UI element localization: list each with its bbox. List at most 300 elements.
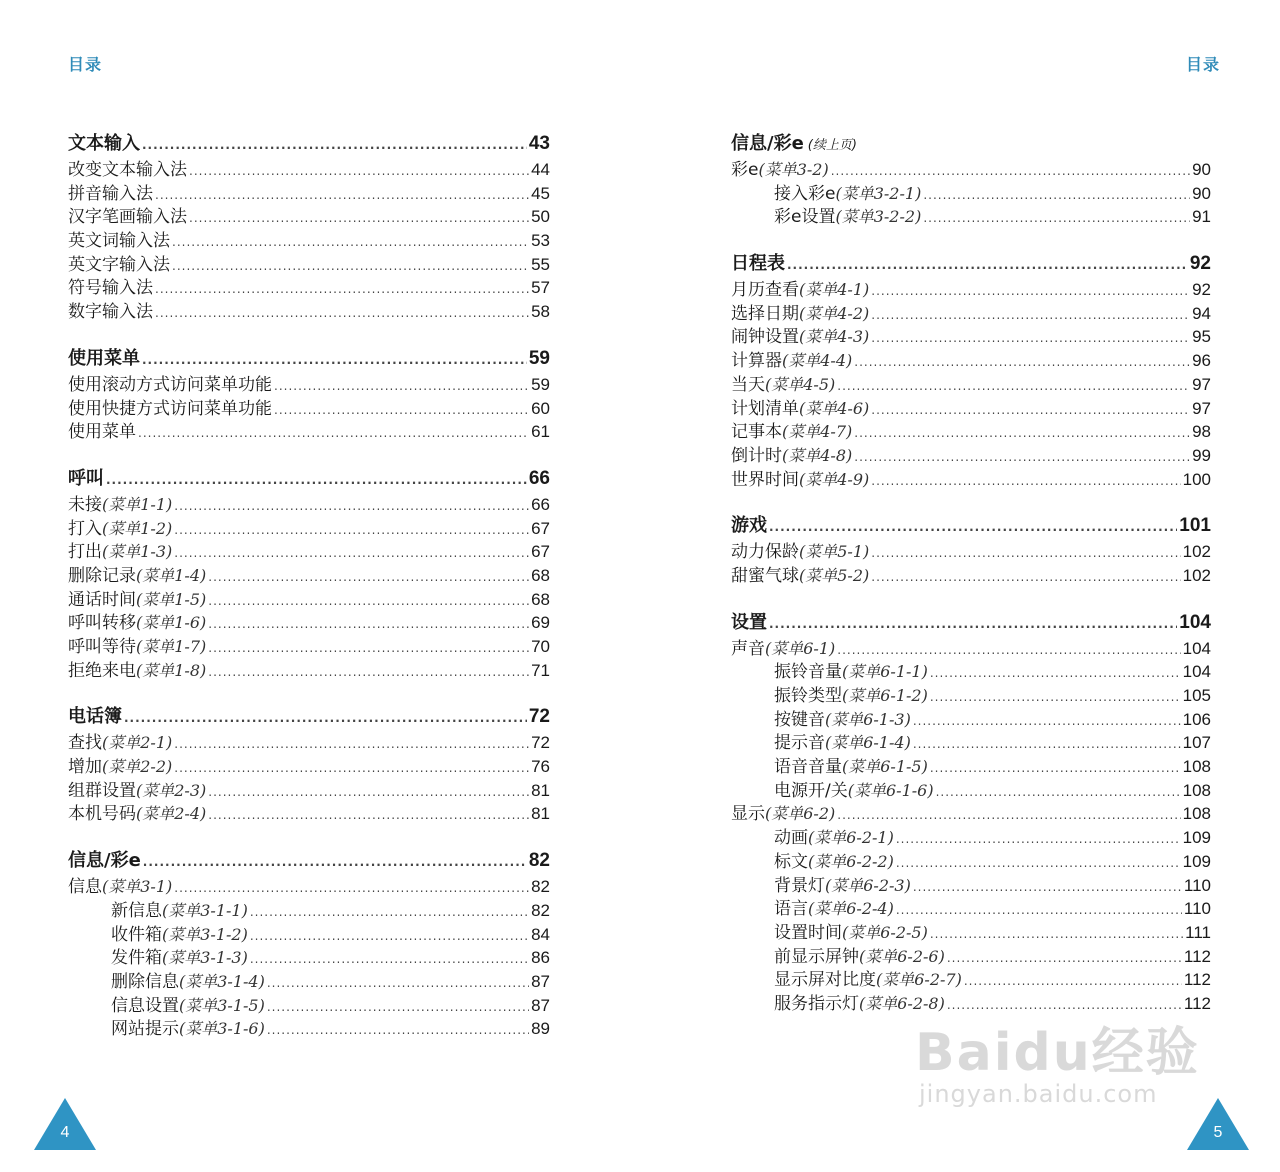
section-page-number: 59 (528, 347, 550, 369)
entry-title: 信息 (68, 877, 102, 898)
dot-leader (250, 948, 529, 972)
dot-leader (837, 639, 1180, 663)
entry-page-number: 67 (531, 542, 550, 562)
entry-page-number: 69 (531, 613, 550, 633)
toc-entry (731, 373, 1211, 397)
continued-note: (续上页) (807, 138, 857, 153)
toc-section (731, 512, 1211, 587)
toc-section (731, 609, 1211, 1016)
toc-entry (68, 373, 550, 397)
entry-page-number: 106 (1182, 709, 1211, 729)
entry-menu-ref: (菜单1-3) (102, 542, 173, 562)
entry-title: 接入彩e (774, 183, 836, 204)
toc-entry (731, 278, 1211, 302)
toc-entry (68, 253, 550, 277)
entry-menu-ref: (菜单6-1-3) (825, 709, 911, 729)
dot-leader (174, 542, 529, 566)
dot-leader (854, 351, 1190, 375)
entry-page-number: 97 (1192, 398, 1211, 418)
dot-leader (930, 757, 1181, 781)
entry-title: 计划清单 (731, 398, 799, 419)
entry-page-number: 50 (531, 207, 550, 227)
entry-title: 背景灯 (774, 875, 825, 896)
dot-leader (208, 804, 529, 828)
entry-page-number: 96 (1192, 351, 1211, 371)
dot-leader (208, 781, 529, 805)
entry-title: 显示 (731, 804, 765, 825)
section-title: 信息/彩e (68, 850, 141, 872)
toc-entry (68, 611, 550, 635)
entry-menu-ref: (菜单3-1-5) (179, 995, 265, 1015)
entry-menu-ref: (菜单3-2-1) (835, 183, 922, 203)
dot-leader (267, 972, 529, 996)
toc-entry (731, 708, 1211, 732)
section-page-number: 104 (1179, 611, 1211, 633)
table-of-contents (68, 130, 550, 1062)
entry-menu-ref: (菜单6-2-2) (808, 851, 894, 871)
dot-leader (871, 327, 1190, 351)
dot-leader (142, 131, 527, 159)
entry-page-number: 82 (531, 900, 550, 920)
toc-entry (731, 660, 1211, 684)
dot-leader (267, 1019, 529, 1043)
watermark-brand: Baidu经验 (915, 1023, 1200, 1083)
entry-menu-ref: (菜单3-1-3) (162, 948, 248, 968)
toc-section-continued (731, 130, 1211, 229)
dot-leader (871, 280, 1190, 304)
section-title: 信息/彩e (731, 133, 804, 154)
entry-menu-ref: (菜单6-2-7) (876, 970, 962, 990)
entry-title: 符号输入法 (68, 278, 153, 299)
dot-leader (143, 848, 527, 876)
entry-page-number: 95 (1192, 327, 1211, 347)
entry-title: 记事本 (731, 422, 782, 443)
toc-entry (731, 205, 1211, 229)
entry-page-number: 53 (531, 231, 550, 251)
toc-entry (68, 875, 550, 899)
entry-page-number: 109 (1182, 851, 1211, 871)
entry-title: 月历查看 (731, 280, 799, 301)
page-number: 5 (1213, 1124, 1223, 1141)
entry-page-number: 76 (531, 757, 550, 777)
toc-section (68, 130, 550, 324)
entry-title: 选择日期 (731, 303, 799, 324)
dot-leader (267, 996, 529, 1020)
dot-leader (923, 184, 1190, 208)
toc-entry (731, 302, 1211, 326)
entry-menu-ref: (菜单6-2-3) (825, 875, 911, 895)
entry-title: 电源开/关 (774, 780, 848, 801)
entry-title: 删除信息 (111, 971, 179, 992)
entry-menu-ref: (菜单1-1) (102, 494, 173, 514)
entry-menu-ref: (菜单3-2) (758, 160, 829, 179)
entry-menu-ref: (菜单1-2) (102, 518, 173, 538)
dot-leader (854, 446, 1190, 470)
entry-title: 数字输入法 (68, 302, 153, 323)
entry-title: 信息设置 (111, 995, 179, 1016)
entry-menu-ref: (菜单6-2-4) (808, 899, 894, 919)
dot-leader (124, 704, 527, 732)
section-page-number: 72 (528, 706, 550, 728)
dot-leader (923, 207, 1190, 231)
toc-entry (68, 564, 550, 588)
entry-menu-ref: (菜单1-7) (136, 637, 207, 656)
dot-leader (936, 781, 1181, 805)
entry-menu-ref: (菜单5-2) (799, 565, 870, 585)
toc-entry (731, 540, 1211, 564)
page-header: 目录 (1186, 55, 1221, 74)
entry-page-number: 87 (531, 995, 550, 1015)
entry-title: 彩e设置 (774, 207, 836, 228)
entry-title: 改变文本输入法 (68, 160, 187, 180)
toc-entry (68, 182, 550, 206)
dot-leader (174, 733, 529, 757)
entry-title: 收件箱 (111, 924, 162, 945)
dot-leader (189, 207, 529, 231)
toc-section (68, 465, 550, 683)
entry-menu-ref: (菜单3-1-2) (162, 924, 248, 944)
dot-leader (913, 733, 1181, 757)
toc-entry (731, 182, 1211, 206)
entry-page-number: 112 (1183, 993, 1211, 1013)
toc-section (68, 345, 550, 444)
toc-entry (731, 850, 1211, 874)
watermark-url: jingyan.baidu.com (919, 1080, 1158, 1108)
entry-page-number: 110 (1183, 899, 1211, 919)
toc-entry (68, 540, 550, 564)
dot-leader (138, 422, 529, 446)
toc-entry (68, 1017, 550, 1041)
entry-title: 增加 (68, 757, 102, 778)
page-number: 4 (60, 1124, 70, 1141)
entry-menu-ref: (菜单6-2-6) (859, 946, 945, 966)
dot-leader (871, 304, 1190, 328)
entry-menu-ref: (菜单2-4) (136, 804, 207, 824)
entry-title: 振铃类型 (774, 686, 842, 706)
dot-leader (769, 610, 1177, 638)
section-title: 日程表 (731, 253, 785, 275)
entry-title: 倒计时 (731, 445, 782, 466)
entry-menu-ref: (菜单6-1) (765, 638, 836, 658)
toc-entry (731, 684, 1211, 708)
dot-leader (208, 566, 529, 590)
entry-menu-ref: (菜单4-6) (799, 398, 870, 418)
entry-page-number: 97 (1192, 374, 1211, 394)
entry-page-number: 102 (1182, 565, 1211, 585)
toc-entry (731, 945, 1211, 969)
toc-section (68, 703, 550, 826)
toc-entry (731, 349, 1211, 373)
entry-title: 标文 (774, 851, 808, 872)
toc-entry (731, 874, 1211, 898)
dot-leader (155, 278, 529, 302)
toc-entry (68, 300, 550, 324)
dot-leader (854, 422, 1190, 446)
toc-section-heading (731, 512, 1211, 540)
dot-leader (787, 251, 1188, 279)
toc-entry (68, 229, 550, 253)
entry-title: 网站提示 (111, 1019, 179, 1040)
entry-page-number: 70 (531, 637, 550, 656)
section-page-number: 101 (1179, 515, 1211, 537)
toc-entry (68, 588, 550, 612)
entry-title: 呼叫等待 (68, 637, 136, 657)
dot-leader (831, 160, 1190, 184)
entry-page-number: 107 (1182, 733, 1211, 753)
entry-page-number: 67 (531, 518, 550, 538)
entry-menu-ref: (菜单6-2-1) (808, 828, 894, 848)
entry-page-number: 99 (1192, 445, 1211, 465)
entry-page-number: 81 (531, 780, 550, 800)
entry-title: 打入 (68, 518, 102, 539)
entry-page-number: 110 (1183, 875, 1211, 895)
dot-leader (274, 399, 529, 423)
entry-page-number: 57 (531, 278, 550, 298)
entry-page-number: 72 (531, 733, 550, 753)
entry-page-number: 92 (1192, 280, 1211, 300)
dot-leader (208, 613, 529, 637)
entry-title: 拒绝来电 (68, 660, 136, 681)
entry-menu-ref: (菜单4-9) (799, 469, 870, 489)
entry-page-number: 89 (531, 1019, 550, 1039)
entry-title: 打出 (68, 542, 102, 563)
toc-entry (731, 564, 1211, 588)
entry-title: 通话时间 (68, 589, 136, 610)
entry-menu-ref: (菜单6-1-2) (842, 686, 928, 705)
entry-title: 未接 (68, 494, 102, 515)
baidu-watermark (905, 990, 1205, 1120)
toc-section-heading (68, 847, 550, 875)
toc-entry (68, 923, 550, 947)
entry-title: 振铃音量 (774, 662, 842, 683)
entry-title: 本机号码 (68, 804, 136, 825)
entry-title: 显示屏对比度 (774, 970, 876, 991)
entry-title: 闹钟设置 (731, 327, 799, 348)
entry-menu-ref: (菜单3-1-1) (162, 900, 248, 920)
toc-entry (68, 731, 550, 755)
section-title: 呼叫 (68, 467, 104, 489)
dot-leader (930, 662, 1181, 686)
entry-title: 彩e (731, 160, 759, 180)
toc-section-heading (68, 465, 550, 493)
toc-entry (68, 899, 550, 923)
toc-entry (731, 921, 1211, 945)
toc-section-heading (731, 130, 1211, 158)
toc-entry (68, 397, 550, 421)
toc-entry (731, 637, 1211, 661)
entry-page-number: 94 (1192, 303, 1211, 323)
section-title: 文本输入 (68, 133, 140, 154)
dot-leader (155, 302, 529, 326)
toc-entry (731, 779, 1211, 803)
dot-leader (896, 852, 1181, 876)
toc-entry (731, 420, 1211, 444)
entry-title: 动画 (774, 828, 808, 849)
entry-menu-ref: (菜单6-2-8) (859, 993, 945, 1013)
toc-entry (68, 517, 550, 541)
entry-menu-ref: (菜单4-8) (782, 445, 853, 465)
entry-page-number: 66 (531, 494, 550, 514)
entry-title: 按键音 (774, 709, 825, 730)
entry-menu-ref: (菜单1-8) (136, 660, 207, 680)
toc-entry (731, 158, 1211, 182)
dot-leader (250, 925, 529, 949)
entry-menu-ref: (菜单6-1-6) (847, 780, 934, 800)
toc-entry (68, 802, 550, 826)
dot-leader (172, 255, 529, 279)
dot-leader (871, 470, 1180, 494)
section-title: 使用菜单 (68, 347, 140, 369)
entry-title: 提示音 (774, 733, 825, 754)
entry-menu-ref: (菜单4-2) (799, 303, 870, 323)
dot-leader (871, 542, 1180, 566)
toc-section-heading (731, 250, 1211, 278)
entry-page-number: 82 (531, 877, 550, 897)
entry-title: 呼叫转移 (68, 613, 136, 634)
entry-page-number: 100 (1182, 469, 1211, 489)
dot-leader (930, 686, 1181, 710)
dot-leader (837, 375, 1190, 399)
entry-page-number: 108 (1182, 804, 1211, 824)
toc-entry (68, 659, 550, 683)
dot-leader (274, 375, 529, 399)
entry-page-number: 111 (1185, 922, 1211, 942)
entry-title: 使用菜单 (68, 422, 136, 443)
entry-title: 使用滚动方式访问菜单功能 (68, 374, 272, 395)
toc-section-heading (731, 609, 1211, 637)
dot-leader (947, 947, 1182, 971)
dot-leader (896, 828, 1181, 852)
dot-leader (174, 877, 529, 901)
toc-section-heading (68, 130, 550, 158)
dot-leader (174, 495, 529, 519)
dot-leader (930, 923, 1183, 947)
entry-page-number: 91 (1192, 207, 1211, 227)
entry-title: 语言 (774, 899, 808, 920)
entry-page-number: 61 (531, 422, 550, 442)
entry-menu-ref: (菜单1-6) (136, 613, 207, 633)
toc-entry (731, 731, 1211, 755)
entry-page-number: 71 (531, 660, 550, 680)
dot-leader (837, 804, 1180, 828)
entry-menu-ref: (菜单2-1) (102, 733, 173, 753)
toc-entry (68, 779, 550, 803)
entry-title: 汉字笔画输入法 (68, 207, 187, 228)
entry-title: 使用快捷方式访问菜单功能 (68, 398, 272, 419)
entry-menu-ref: (菜单1-5) (136, 589, 207, 609)
entry-page-number: 108 (1182, 757, 1211, 777)
entry-page-number: 98 (1192, 422, 1211, 442)
dot-leader (208, 637, 529, 661)
entry-page-number: 102 (1182, 542, 1211, 562)
toc-entry (731, 325, 1211, 349)
entry-menu-ref: (菜单2-3) (136, 780, 207, 800)
dot-leader (208, 590, 529, 614)
entry-page-number: 81 (531, 804, 550, 824)
section-title: 设置 (731, 611, 767, 633)
entry-menu-ref: (菜单6-2) (765, 804, 836, 824)
entry-menu-ref: (菜单3-1-4) (179, 971, 265, 991)
toc-entry (68, 205, 550, 229)
entry-title: 计算器 (731, 351, 782, 372)
entry-title: 新信息 (111, 900, 162, 921)
entry-page-number: 90 (1192, 183, 1211, 203)
entry-page-number: 44 (531, 160, 550, 179)
dot-leader (155, 184, 529, 208)
entry-page-number: 68 (531, 565, 550, 585)
entry-title: 声音 (731, 638, 765, 659)
entry-title: 英文词输入法 (68, 231, 170, 252)
entry-title: 发件箱 (111, 948, 162, 969)
entry-menu-ref: (菜单4-7) (782, 422, 853, 442)
entry-page-number: 84 (531, 924, 550, 944)
entry-page-number: 68 (531, 589, 550, 609)
entry-menu-ref: (菜单5-1) (799, 542, 870, 562)
toc-entry (731, 968, 1211, 992)
entry-title: 查找 (68, 733, 102, 754)
entry-page-number: 58 (531, 302, 550, 322)
entry-title: 组群设置 (68, 780, 136, 801)
entry-page-number: 104 (1182, 638, 1211, 658)
section-page-number: 92 (1189, 253, 1211, 275)
entry-menu-ref: (菜单6-1-5) (842, 757, 928, 777)
toc-entry (68, 946, 550, 970)
dot-leader (896, 899, 1182, 923)
dot-leader (913, 710, 1181, 734)
toc-entry (731, 397, 1211, 421)
toc-section-heading (68, 345, 550, 373)
entry-title: 设置时间 (774, 922, 842, 943)
entry-menu-ref: (菜单2-2) (102, 757, 173, 777)
toc-entry (731, 826, 1211, 850)
dot-leader (189, 160, 529, 184)
toc-section (731, 250, 1211, 491)
dot-leader (871, 399, 1190, 423)
toc-entry (731, 755, 1211, 779)
dot-leader (871, 566, 1180, 590)
entry-title: 英文字输入法 (68, 254, 170, 275)
entry-page-number: 87 (531, 971, 550, 991)
entry-title: 动力保龄 (731, 542, 799, 563)
page-header: 目录 (68, 55, 103, 74)
entry-menu-ref: (菜单4-4) (782, 351, 853, 371)
entry-menu-ref: (菜单6-1-4) (825, 733, 911, 753)
entry-page-number: 86 (531, 948, 550, 968)
section-page-number: 66 (528, 467, 550, 489)
entry-menu-ref: (菜单3-1-6) (179, 1019, 265, 1039)
toc-entry (68, 970, 550, 994)
toc-entry (731, 468, 1211, 492)
entry-page-number: 112 (1183, 946, 1211, 966)
dot-leader (913, 876, 1182, 900)
toc-entry (68, 994, 550, 1018)
entry-menu-ref: (菜单4-5) (765, 374, 836, 394)
entry-title: 世界时间 (731, 469, 799, 490)
entry-page-number: 109 (1182, 828, 1211, 848)
toc-entry (68, 420, 550, 444)
entry-menu-ref: (菜单4-3) (799, 327, 870, 347)
entry-page-number: 105 (1182, 686, 1211, 705)
dot-leader (174, 519, 529, 543)
entry-title: 当天 (731, 374, 765, 395)
entry-title: 拼音输入法 (68, 183, 153, 204)
section-title: 游戏 (731, 515, 767, 537)
dot-leader (769, 513, 1177, 541)
entry-page-number: 60 (531, 398, 550, 418)
toc-entry (731, 897, 1211, 921)
entry-menu-ref: (菜单4-1) (799, 280, 870, 300)
entry-menu-ref: (菜单6-1-1) (842, 662, 928, 682)
